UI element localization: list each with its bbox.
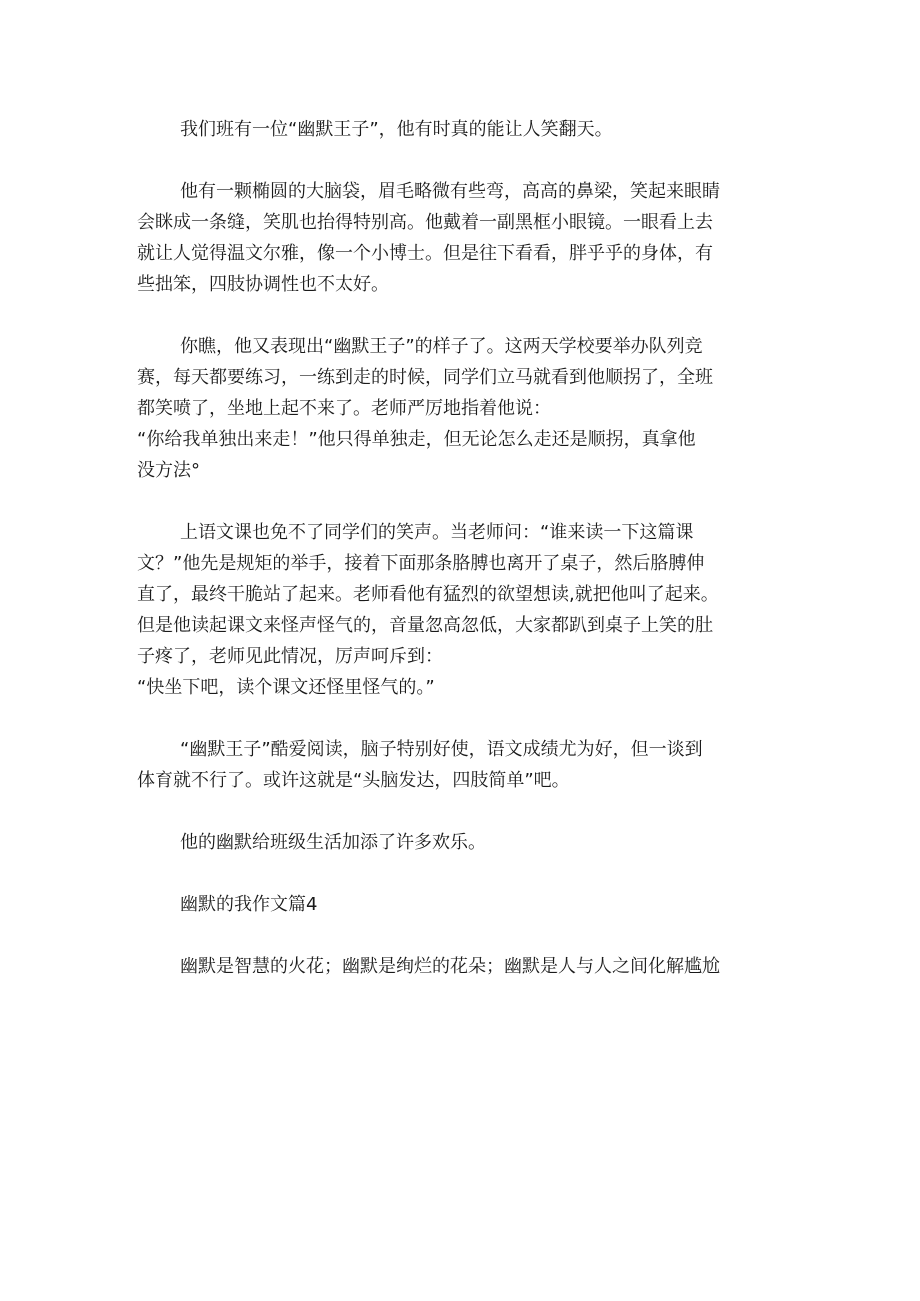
text-line: 直了，最终干脆站了起来。老师看他有猛烈的欲望想读,就把他叫了起来。 bbox=[137, 584, 719, 605]
text-line: 都笑喷了，坐地上起不来了。老师严厉地指着他说： bbox=[137, 398, 551, 419]
text-line: 没方法° bbox=[137, 460, 200, 481]
text-line: 但是他读起课文来怪声怪气的，音量忽高忽低，大家都趴到桌子上笑的肚 bbox=[137, 615, 713, 636]
text-line: 你瞧，他又表现出“幽默王子”的样子了。这两天学校要举办队列竞 bbox=[180, 336, 703, 357]
text-line: 子疼了，老师见此情况，厉声呵斥到： bbox=[137, 646, 443, 667]
text-line: “幽默王子”酷爱阅读，脑子特别好使，语文成绩尤为好，但一谈到 bbox=[180, 739, 703, 760]
text-line: 文？”他先是规矩的举手，接着下面那条胳膊也离开了桌子，然后胳膊伸 bbox=[137, 553, 705, 574]
text-line: 他有一颗椭圆的大脑袋，眉毛略微有些弯，高高的鼻梁，笑起来眼睛 bbox=[180, 181, 720, 202]
text-line: 体育就不行了。或许这就是“头脑发达，四肢简单”吧。 bbox=[137, 770, 570, 791]
text-line: 就让人觉得温文尔雅，像一个小博士。但是往下看看，胖乎乎的身体，有 bbox=[137, 243, 713, 264]
text-line: 些拙笨，四肢协调性也不太好。 bbox=[137, 274, 389, 295]
text-line: “快坐下吧，读个课文还怪里怪气的。” bbox=[137, 677, 435, 698]
text-line: 上语文课也免不了同学们的笑声。当老师问：“谁来读一下这篇课 bbox=[180, 522, 694, 543]
text-line: 幽默是智慧的火花；幽默是绚烂的花朵；幽默是人与人之间化解尴尬 bbox=[180, 956, 720, 977]
text-line: “你给我单独出来走！”他只得单独走，但无论怎么走还是顺拐，真拿他 bbox=[137, 429, 696, 450]
text-line: 我们班有一位“幽默王子”，他有时真的能让人笑翻天。 bbox=[180, 119, 613, 140]
text-line: 会眯成一条缝，笑肌也抬得特别高。他戴着一副黑框小眼镜。一眼看上去 bbox=[137, 212, 713, 233]
section-heading: 幽默的我作文篇4 bbox=[180, 894, 318, 915]
text-line: 他的幽默给班级生活加添了许多欢乐。 bbox=[180, 832, 486, 853]
text-line: 赛，每天都要练习，一练到走的时候，同学们立马就看到他顺拐了，全班 bbox=[137, 367, 713, 388]
